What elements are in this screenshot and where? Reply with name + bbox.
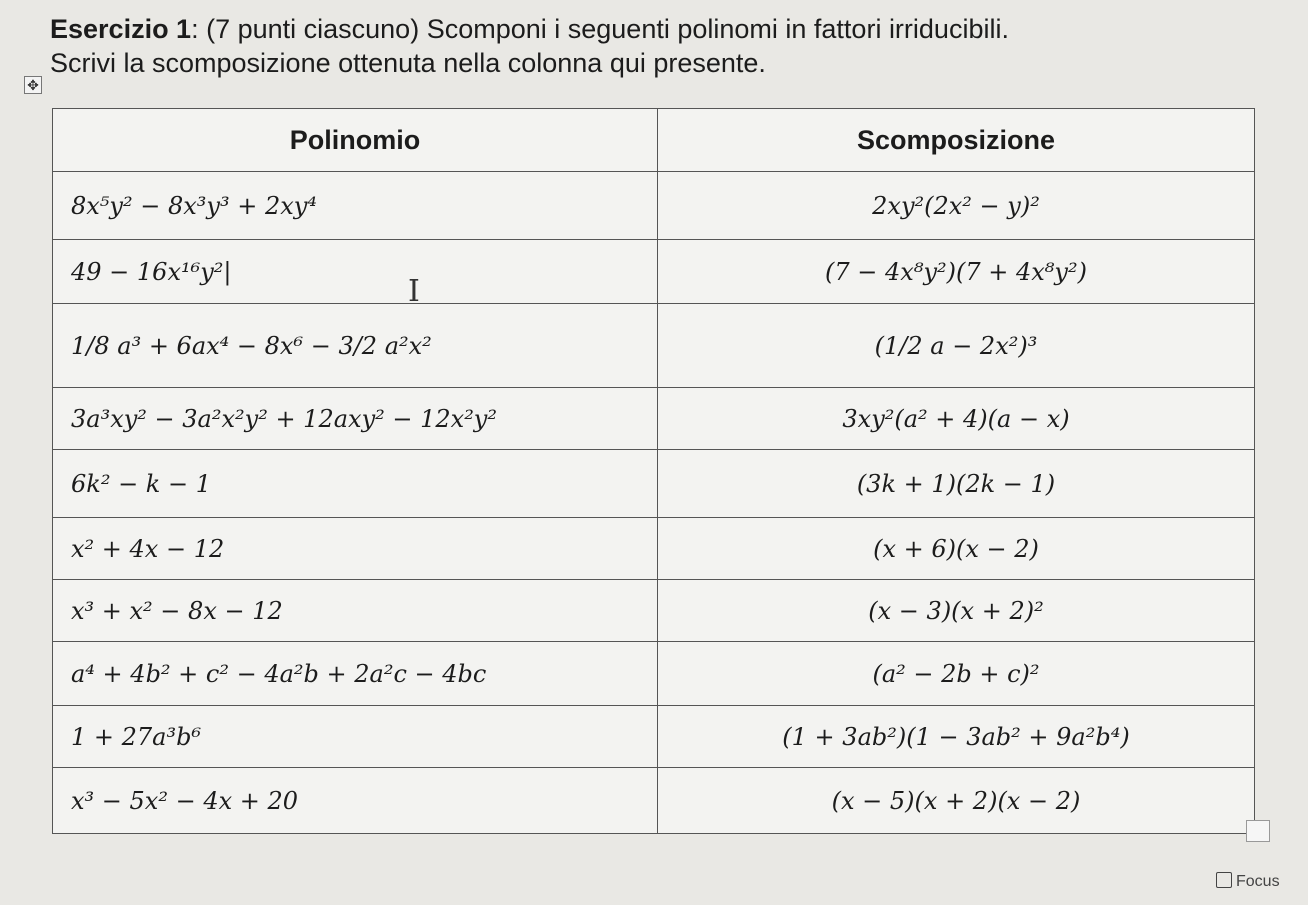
polinomio-cell[interactable]: 1/8 a³ + 6ax⁴ − 8x⁶ − 3/2 a²x² [53,304,658,388]
table-row [53,768,1255,834]
scomposizione-cell[interactable]: (a² − 2b + c)² [658,642,1255,706]
scomposizione-cell[interactable]: (3k + 1)(2k − 1) [658,450,1255,518]
polinomio-cell[interactable]: 8x⁵y² − 8x³y³ + 2xy⁴ [53,172,658,240]
scomposizione-cell[interactable]: 3xy²(a² + 4)(a − x) [658,388,1255,450]
polynomial-table [52,108,1255,834]
exercise-heading [50,12,1290,80]
table-row [53,706,1255,768]
polinomio-cell[interactable]: x³ + x² − 8x − 12 [53,580,658,642]
exercise-instructions: : (7 punti ciascuno) Scomponi i seguenti polinomi in fattori irriducibili. [191,14,1009,44]
focus-label: Focus [1236,873,1280,890]
polinomio-cell[interactable]: x³ − 5x² − 4x + 20 [53,768,658,834]
table-row [53,580,1255,642]
table-resize-handle-icon[interactable] [1246,820,1270,842]
scomposizione-cell[interactable]: 2xy²(2x² − y)² [658,172,1255,240]
scomposizione-cell[interactable]: (7 − 4x⁸y²)(7 + 4x⁸y²) [658,240,1255,304]
header-polinomio: Polinomio [53,109,658,172]
polinomio-cell[interactable]: a⁴ + 4b² + c² − 4a²b + 2a²c − 4bc [53,642,658,706]
table-row [53,172,1255,240]
table-row [53,450,1255,518]
scomposizione-cell[interactable]: (x − 5)(x + 2)(x − 2) [658,768,1255,834]
table-row [53,304,1255,388]
heading-line-2: Scrivi la scomposizione ottenuta nella colonna qui presente. [50,48,766,78]
table-row [53,642,1255,706]
table-move-handle-icon[interactable]: ✥ [24,76,42,94]
exercise-label: Esercizio 1 [50,14,192,44]
polinomio-cell[interactable]: 49 − 16x¹⁶y²| [53,240,658,304]
focus-button[interactable] [1216,872,1280,891]
scomposizione-cell[interactable]: (x + 6)(x − 2) [658,518,1255,580]
scomposizione-cell[interactable]: (1 + 3ab²)(1 − 3ab² + 9a²b⁴) [658,706,1255,768]
polinomio-cell[interactable]: 3a³xy² − 3a²x²y² + 12axy² − 12x²y² [53,388,658,450]
polinomio-cell[interactable]: 1 + 27a³b⁶ [53,706,658,768]
table-row [53,518,1255,580]
focus-icon [1216,872,1232,888]
table-row [53,240,1255,304]
table-header-row [53,109,1255,172]
scomposizione-cell[interactable]: (x − 3)(x + 2)² [658,580,1255,642]
table-row [53,388,1255,450]
scomposizione-cell[interactable]: (1/2 a − 2x²)³ [658,304,1255,388]
polinomio-cell[interactable]: x² + 4x − 12 [53,518,658,580]
heading-line-1 [50,12,1290,46]
header-scomposizione: Scomposizione [658,109,1255,172]
text-cursor-icon: I [408,274,420,309]
polinomio-cell[interactable]: 6k² − k − 1 [53,450,658,518]
